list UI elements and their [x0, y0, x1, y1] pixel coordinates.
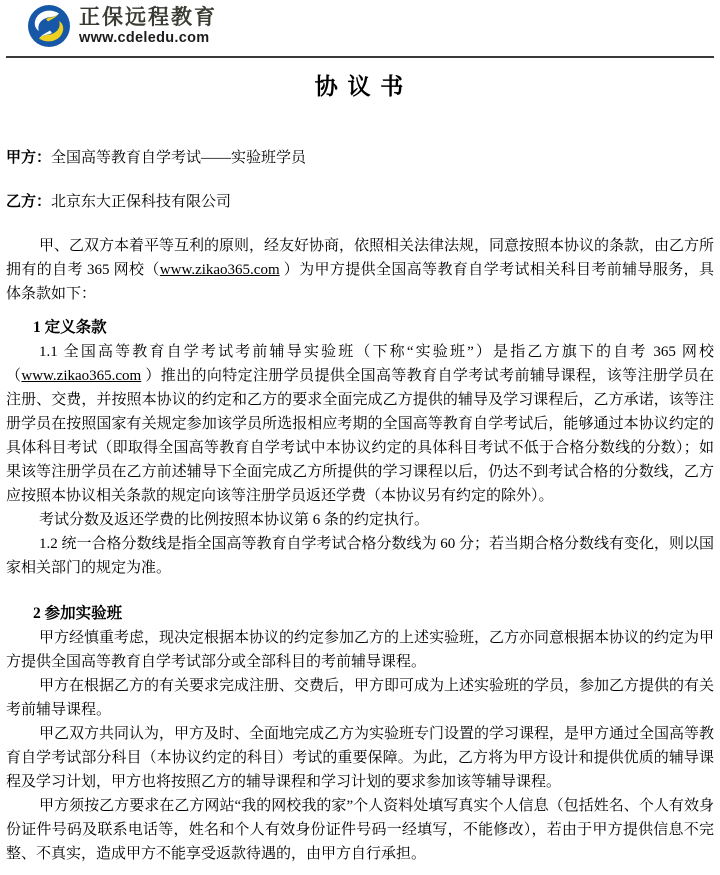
- clause-1-1-text-after: ）推出的向特定注册学员提供全国高等教育自学考试考前辅导课程，该等注册学员在注册、交费，并按照本协议的约定和乙方的要求全面完成乙方提供的辅导及学习课程后，乙方承诺，该等注册学员在按照国家有关规定参加该学员所选报相应考期的全国高等教育自学考试后，能够通过本协议约定的具体科目考试（即取得全国高等教育自学考试中本协议约定的具体科目考试不低于合格分数线的分数）；如果该等注册学员在乙方前述辅导下全面完成乙方所提供的学习课程以后，仍达不到考试合格的分数线，乙方应按照本协议相关条款的规定向该等注册学员返还学费（本协议另有约定的除外）。: [6, 368, 714, 504]
- zikao365-link[interactable]: www.zikao365.com: [21, 368, 142, 384]
- section-2-paragraph: 甲乙双方共同认为，甲方及时、全面地完成乙方为实验班专门设置的学习课程，是甲方通过全国高等教育自学考试部分科目（本协议约定的科目）考试的重要保障。为此，乙方将为甲方设计和提供优质的辅导课程及学习计划，甲方也将按照乙方的辅导课程和学习计划的要求参加该等辅导课程。: [6, 726, 715, 790]
- clause-1-1-paragraph: [6, 340, 714, 508]
- intro-text-after: ）为甲方提供全国高等教育自学考试相关科目考前辅导服务，具体条款如下：: [6, 262, 714, 302]
- party-a-label: 甲方：: [6, 150, 52, 166]
- clause-1-2-paragraph: 1.2 统一合格分数线是指全国高等教育自学考试合格分数线为 60 分；若当期合格分数线有变化，则以国家相关部门的规定为准。: [6, 536, 715, 576]
- intro-paragraph: [6, 234, 714, 306]
- intro-text-before: 甲、乙双方本着平等互利的原则，经友好协商，依照相关法律法规，同意按照本协议的条款，由乙方所拥有的自考 365 网校（: [6, 238, 715, 278]
- party-b-value: 北京东大正保科技有限公司: [51, 194, 232, 210]
- section-2-paragraph: 甲方在根据乙方的有关要求完成注册、交费后，甲方即可成为上述实验班的学员，参加乙方提供的有关考前辅导课程。: [6, 678, 715, 718]
- clause-1-1-note-paragraph: 考试分数及返还学费的比例按照本协议第 6 条的约定执行。: [39, 512, 430, 528]
- party-a-line: [6, 146, 714, 170]
- brand-text-block: [79, 5, 217, 47]
- party-a-value: 全国高等教育自学考试——实验班学员: [51, 150, 307, 166]
- site-header: [6, 0, 714, 47]
- clause-1-1-text-before: 1.1 全国高等教育自学考试考前辅导实验班（下称“实验班”）是指乙方旗下的自考 365 网校（: [6, 344, 714, 384]
- party-b-line: [6, 190, 714, 214]
- party-b-label: 乙方：: [6, 194, 52, 210]
- section-1-heading: 1 定义条款: [33, 319, 107, 336]
- section-2-paragraph: 甲方须按乙方要求在乙方网站“我的网校我的家”个人资料处填写真实个人信息（包括姓名、个人有效身份证件号码及联系电话等，姓名和个人有效身份证件号码一经填写，不能修改），若由于甲方提供信息不完整、不真实，造成甲方不能享受返款待遇的，由甲方自行承担。: [6, 798, 714, 862]
- section-2-paragraph: 甲方经慎重考虑，现决定根据本协议的约定参加乙方的上述实验班，乙方亦同意根据本协议的约定为甲方提供全国高等教育自学考试部分或全部科目的考前辅导课程。: [6, 630, 715, 670]
- header-divider: [6, 56, 714, 58]
- brand-name: 正保远程教育: [79, 6, 217, 29]
- document-body: [6, 146, 714, 866]
- brand-url: www.cdeledu.com: [79, 30, 210, 46]
- document-title: 协 议 书: [314, 74, 406, 99]
- section-2-heading: 2 参加实验班: [33, 605, 123, 622]
- cdeledu-logo-icon: [28, 5, 70, 47]
- zikao365-link[interactable]: www.zikao365.com: [159, 262, 280, 278]
